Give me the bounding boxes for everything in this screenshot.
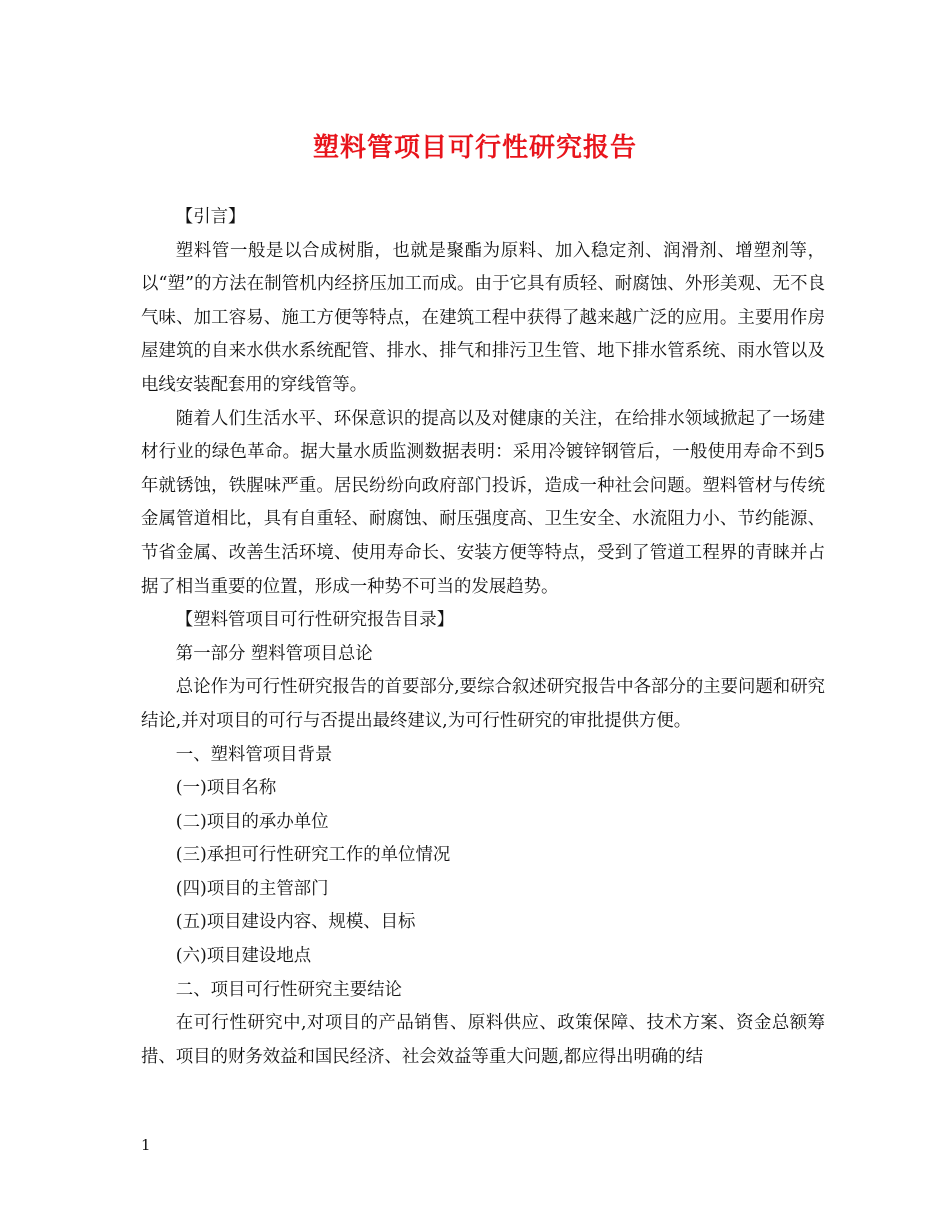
paragraph-intro-1: 塑料管一般是以合成树脂，也就是聚酯为原料、加入稳定剂、润滑剂、增塑剂等，以“塑”的方法在制管机内经挤压加工而成。由于它具有质轻、耐腐蚀、外形美观、无不良气味、加工容易、施工方便等特点，在建筑工程中获得了越来越广泛的应用。主要用作房屋建筑的自来水供水系统配管、排水、排气和排污卫生管、地下排水管系统、雨水管以及电线安装配套用的穿线管等。 xyxy=(141,240,825,395)
document-title: 塑料管项目可行性研究报告 xyxy=(312,133,637,163)
paragraph-item-5: (五)项目建设内容、规模、目标 xyxy=(175,912,416,933)
paragraph-part-one: 第一部分 塑料管项目总论 xyxy=(175,643,373,664)
paragraph-overview: 总论作为可行性研究报告的首要部分,要综合叙述研究报告中各部分的主要问题和研究结论,并对项目的可行与否提出最终建议,为可行性研究的审批提供方便。 xyxy=(141,677,825,731)
paragraph-item-3: (三)承担可行性研究工作的单位情况 xyxy=(175,845,451,866)
paragraph-item-1: (一)项目名称 xyxy=(175,778,277,799)
document-body xyxy=(141,201,825,1074)
paragraph-section-2: 二、项目可行性研究主要结论 xyxy=(175,979,402,1000)
page-number: 1 xyxy=(141,1136,151,1154)
paragraph-item-4: (四)项目的主管部门 xyxy=(175,878,329,899)
paragraph-intro-heading: 【引言】 xyxy=(175,207,246,227)
paragraph-item-2: (二)项目的承办单位 xyxy=(175,811,329,832)
paragraph-item-6: (六)项目建设地点 xyxy=(175,946,312,967)
paragraph-section-1: 一、塑料管项目背景 xyxy=(175,744,333,765)
paragraph-intro-2: 随着人们生活水平、环保意识的提高以及对健康的关注，在给排水领域掀起了一场建材行业的绿色革命。据大量水质监测数据表明：采用冷镀锌钢管后，一般使用寿命不到5年就锈蚀，铁腥味严重。居民纷纷向政府部门投诉，造成一种社会问题。塑料管材与传统金属管道相比，具有自重轻、耐腐蚀、耐压强度高、卫生安全、水流阻力小、节约能源、节省金属、改善生活环境、使用寿命长、安装方便等特点，受到了管道工程界的青睐并占据了相当重要的位置，形成一种势不可当的发展趋势。 xyxy=(141,408,825,597)
paragraph-toc-heading: 【塑料管项目可行性研究报告目录】 xyxy=(175,610,455,631)
paragraph-conclusion: 在可行性研究中,对项目的产品销售、原料供应、政策保障、技术方案、资金总额筹措、项目的财务效益和国民经济、社会效益等重大问题,都应得出明确的结 xyxy=(141,1013,825,1067)
